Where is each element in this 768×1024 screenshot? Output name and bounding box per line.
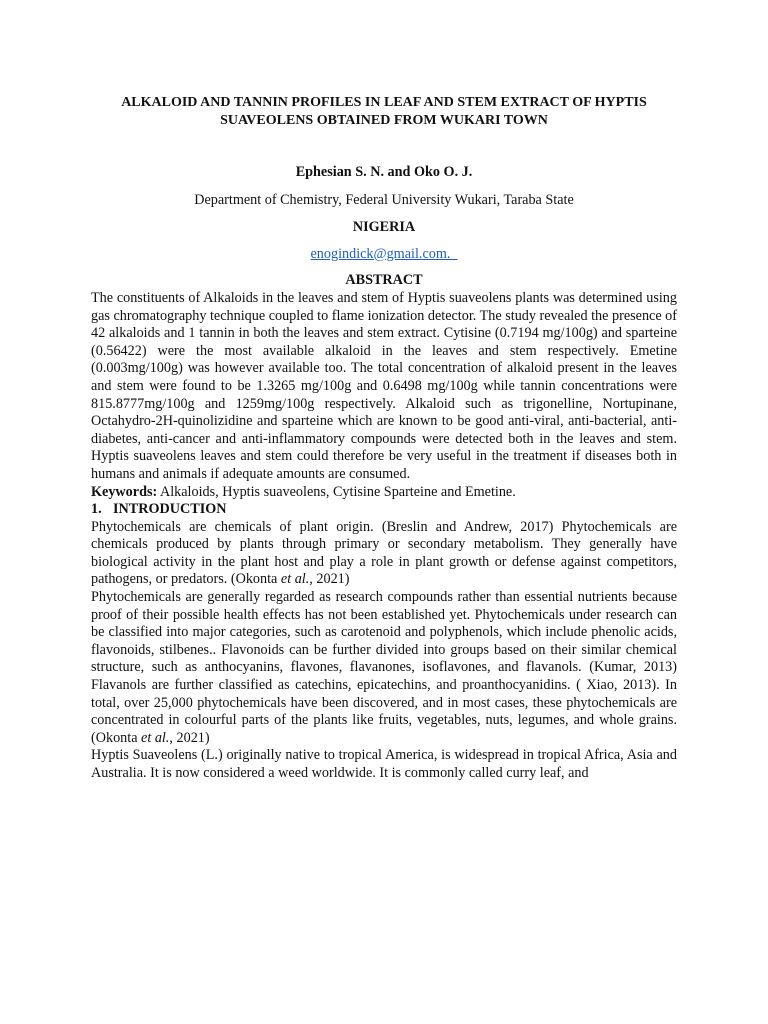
- para1-end: 2021): [312, 571, 350, 588]
- keywords: [91, 484, 677, 502]
- section-heading-introduction: [91, 501, 677, 519]
- authors: Ephesian S. N. and Oko O. J.: [295, 164, 473, 180]
- email-text[interactable]: enogindick@gmail.com.: [310, 245, 451, 262]
- intro-paragraph-2: [91, 589, 677, 747]
- para2-end: 2021): [172, 729, 210, 746]
- section-title: INTRODUCTION: [113, 501, 227, 518]
- keywords-label: Keywords:: [91, 483, 158, 500]
- para1-etal: et al.,: [280, 571, 313, 588]
- para2-etal: et al.,: [141, 729, 173, 746]
- country: NIGERIA: [352, 219, 416, 236]
- paper-page: [91, 94, 677, 783]
- para2-text: Phytochemicals are generally regarded as research compounds rather than essential nutrients because proof of their possible health effects has not been established yet. Phytochemicals under research can be classified into major categories, such as carotenoid and polyphenols, which include phenolic acids, flavonoids, stilbenes.. Flavonoids can be further divided into groups based on their similar chemical structure, such as anthocyanins, flavones, flavanones, isoflavones, and flavanols. (Kumar, 2013) Flavanols are further classified as catechins, epicatechins, and proanthocyanidins. ( Xiao, 2013). In total, over 25,000 phytochemicals have been discovered, and in most cases, these phytochemicals are concentrated in colourful parts of the plants like fruits, vegetables, nuts, legumes, and whole grains. (Okonta: [91, 589, 677, 746]
- intro-paragraph-3: Hyptis Suaveolens (L.) originally native to tropical America, is widespread in tropical Africa, Asia and Australia. It is now considered a weed worldwide. It is commonly called curry leaf, and: [91, 747, 677, 781]
- title-line-2: SUAVEOLENS OBTAINED FROM WUKARI TOWN: [220, 113, 548, 128]
- intro-paragraph-1: [91, 519, 677, 589]
- para1-text: Phytochemicals are chemicals of plant origin. (Breslin and Andrew, 2017) Phytochemicals are chemicals produced by plants through primary or secondary metabolism. They generally have biological activity in the plant host and play a role in plant growth or defense against competitors, pathogens, or predators. (Okonta: [91, 518, 677, 588]
- paper-title: [91, 94, 677, 130]
- email-link[interactable]: [91, 246, 677, 264]
- section-number: 1.: [91, 501, 102, 518]
- abstract-heading: ABSTRACT: [345, 272, 423, 289]
- title-line-1: ALKALOID AND TANNIN PROFILES IN LEAF AND STEM EXTRACT OF HYPTIS: [121, 95, 647, 110]
- abstract-body: The constituents of Alkaloids in the leaves and stem of Hyptis suaveolens plants was determined using gas chromatography technique coupled to flame ionization detector. The study revealed the presence of 42 alkaloids and 1 tannin in both the leaves and stem extract. Cytisine (0.7194 mg/100g) and sparteine (0.56422) were the most available alkaloid in the leaves and stem respectively. Emetine (0.003mg/100g) was however available too. The total concentration of alkaloid present in the leaves and stem were found to be 1.3265 mg/100g and 0.6498 mg/100g while tannin concentrations were 815.8777mg/100g and 1259mg/100g respectively. Alkaloid such as trigonelline, Nortupinane, Octahydro-2H-quinolizidine and sparteine which are known to be good anti-viral, anti-bacterial, anti-diabetes, anti-cancer and anti-inflammatory compounds were detected both in the leaves and stem. Hyptis suaveolens leaves and stem could therefore be very useful in the treatment if diseases both in humans and animals if adequate amounts are consumed.: [91, 289, 677, 482]
- department: Department of Chemistry, Federal University Wukari, Taraba State: [194, 191, 574, 208]
- keywords-text: Alkaloids, Hyptis suaveolens, Cytisine Sparteine and Emetine.: [157, 483, 516, 500]
